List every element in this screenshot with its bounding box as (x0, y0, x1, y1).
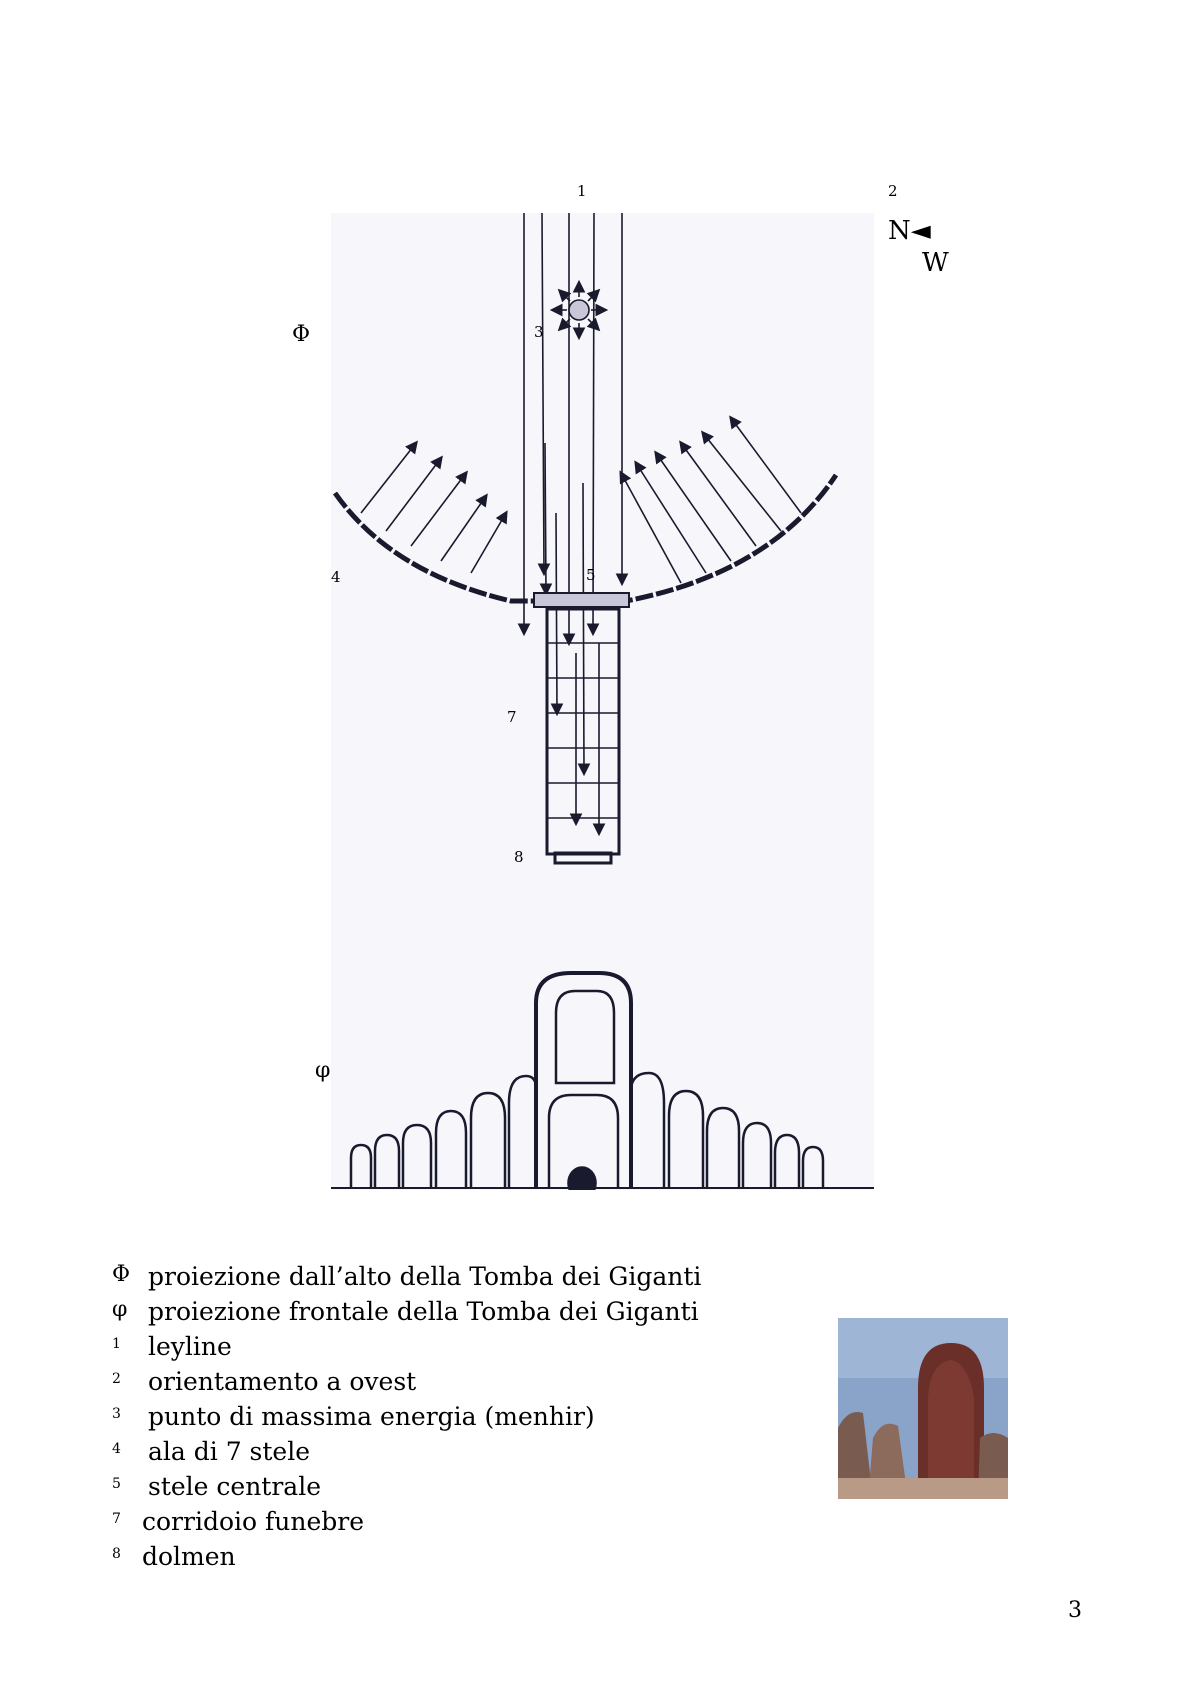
label-3: 3 (534, 323, 544, 341)
tomb-drawing-svg (331, 213, 874, 1190)
legend-key: 8 (112, 1546, 121, 1562)
label-8: 8 (514, 848, 524, 866)
legend-item (112, 1402, 812, 1437)
legend-text: orientamento a ovest (148, 1367, 417, 1396)
legend-item (112, 1437, 812, 1472)
legend-item (112, 1297, 812, 1332)
legend-text: proiezione dall’alto della Tomba dei Giganti (148, 1262, 702, 1291)
label-2: 2 (888, 182, 898, 200)
sun-icon (569, 300, 589, 320)
legend-item (112, 1472, 812, 1507)
symbol-front-view: φ (315, 1058, 331, 1083)
legend-item (112, 1332, 812, 1367)
legend-item (112, 1367, 812, 1402)
symbol-top-view: Φ (292, 322, 311, 347)
tomb-drawing (331, 213, 874, 1190)
legend-key: 2 (112, 1371, 121, 1387)
label-1: 1 (577, 182, 587, 200)
legend-key: 5 (112, 1476, 121, 1492)
legend-item (112, 1262, 812, 1297)
legend-key: φ (112, 1297, 128, 1322)
legend-text: corridoio funebre (142, 1507, 364, 1536)
legend-key: 4 (112, 1441, 121, 1457)
leyline-arrow (542, 213, 544, 573)
legend-text: leyline (148, 1332, 232, 1361)
legend-text: dolmen (142, 1542, 236, 1571)
compass-west: W (922, 248, 949, 278)
legend-key: 3 (112, 1406, 121, 1422)
legend-key: Φ (112, 1262, 131, 1287)
dolmen (555, 853, 611, 863)
legend-item (112, 1507, 812, 1542)
central-stele (534, 593, 629, 607)
compass-north: N◄ (888, 216, 931, 246)
label-4: 4 (331, 568, 341, 586)
legend-text: punto di massima energia (menhir) (148, 1402, 595, 1431)
tomb-photo (838, 1318, 1008, 1499)
legend-key: 7 (112, 1511, 121, 1527)
tomb-entrance (568, 1167, 596, 1190)
legend-text: proiezione frontale della Tomba dei Giganti (148, 1297, 699, 1326)
label-5: 5 (586, 566, 596, 584)
legend-item (112, 1542, 812, 1577)
legend (112, 1262, 812, 1577)
label-7: 7 (507, 708, 517, 726)
legend-key: 1 (112, 1336, 121, 1352)
tomb-photo-svg (838, 1318, 1008, 1499)
legend-text: ala di 7 stele (148, 1437, 311, 1466)
page-number: 3 (1068, 1598, 1082, 1623)
legend-text: stele centrale (148, 1472, 321, 1501)
